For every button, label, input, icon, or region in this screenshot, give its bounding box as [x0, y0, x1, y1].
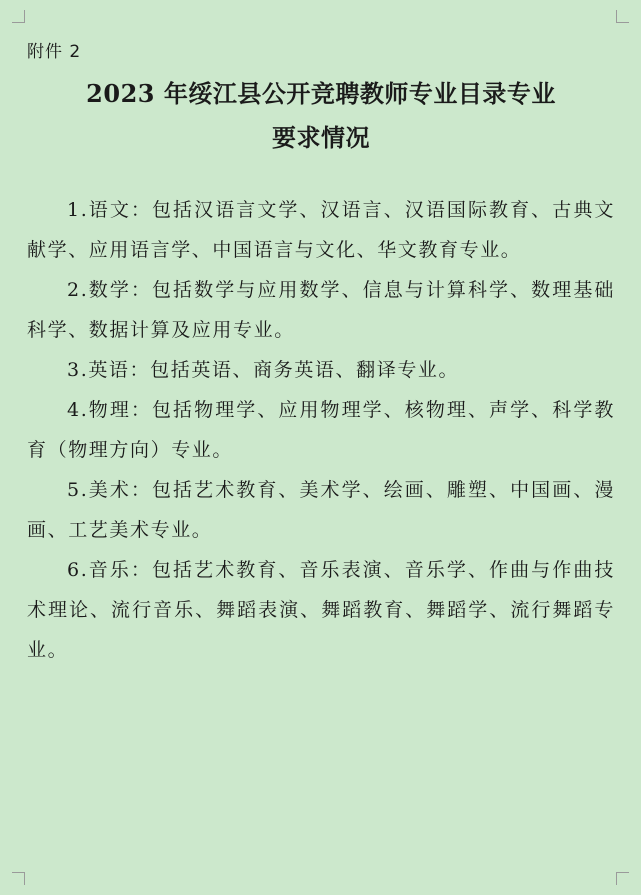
requirement-item-art: 5.美术：包括艺术教育、美术学、绘画、雕塑、中国画、漫画、工艺美术专业。: [27, 479, 615, 541]
title-line-2: 要求情况: [272, 123, 370, 152]
requirement-item-english: 3.英语：包括英语、商务英语、翻译专业。: [67, 359, 460, 381]
requirement-item-music: 6.音乐：包括艺术教育、音乐表演、音乐学、作曲与作曲技术理论、流行音乐、舞蹈表演、舞蹈教育、舞蹈学、流行舞蹈专业。: [27, 559, 615, 661]
crop-mark-bottom-left: [12, 872, 25, 885]
crop-mark-top-right: [616, 10, 629, 23]
annex-label: 附件 2: [27, 42, 82, 62]
crop-mark-bottom-right: [616, 872, 629, 885]
requirement-list: [27, 190, 615, 670]
document-page: [27, 38, 615, 670]
requirement-item-chinese: 1.语文：包括汉语言文学、汉语言、汉语国际教育、古典文献学、应用语言学、中国语言与文化、华文教育专业。: [27, 199, 615, 261]
requirement-item-math: 2.数学：包括数学与应用数学、信息与计算科学、数理基础科学、数据计算及应用专业。: [27, 279, 615, 341]
crop-mark-top-left: [12, 10, 25, 23]
requirement-item-physics: 4.物理：包括物理学、应用物理学、核物理、声学、科学教育（物理方向）专业。: [27, 399, 615, 461]
document-title: [27, 72, 615, 160]
title-line-1: 2023 年绥江县公开竞聘教师专业目录专业: [86, 79, 556, 108]
